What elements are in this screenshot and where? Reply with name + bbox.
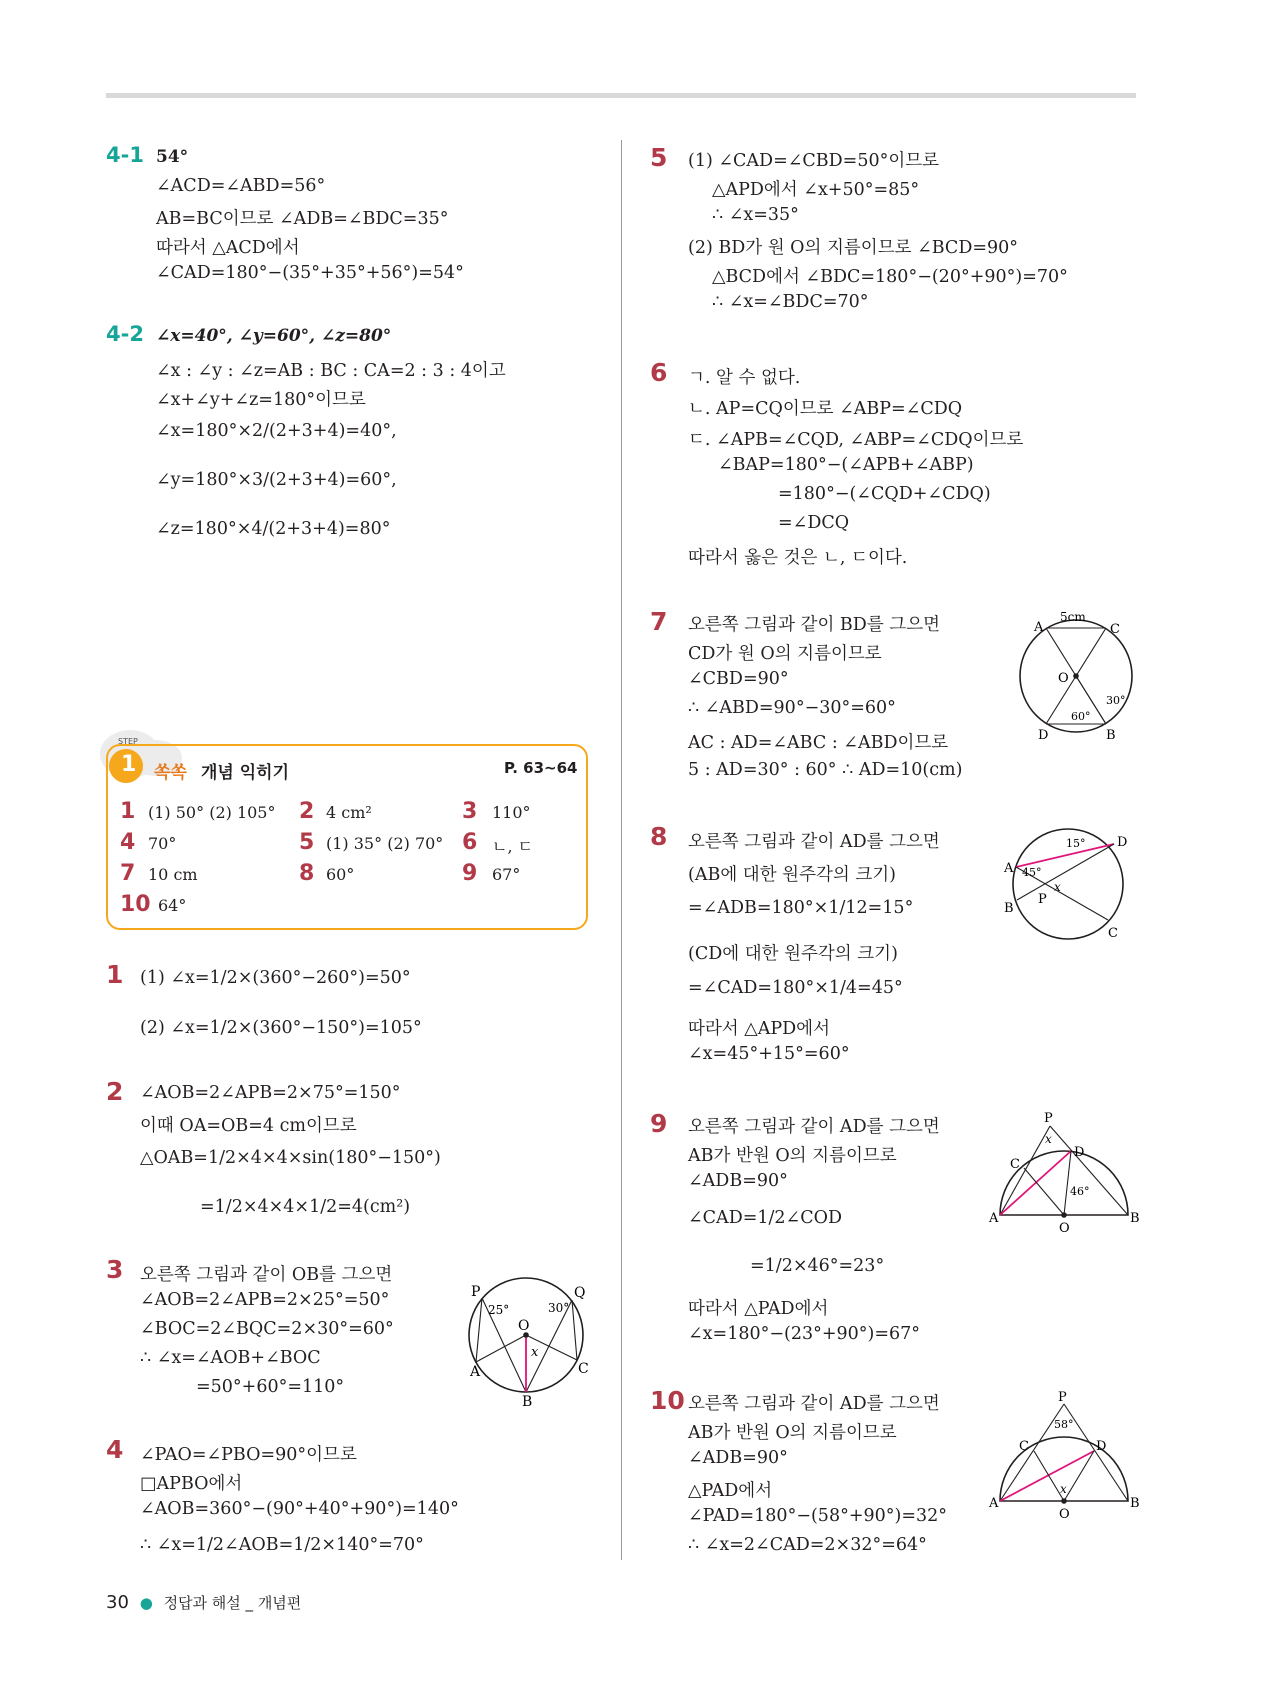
- label-D: D: [1074, 1145, 1085, 1160]
- figure-9-semicircle: [990, 1110, 1140, 1235]
- line: ∠CBD=90°: [688, 669, 789, 689]
- grid-number: 5: [299, 830, 315, 855]
- line: AB=BC이므로 ∠ADB=∠BDC=35°: [156, 209, 449, 229]
- step-pages: P. 63~64: [504, 759, 578, 777]
- problem-number: 7: [650, 607, 668, 636]
- label-O: O: [1059, 1221, 1070, 1236]
- label-C: C: [578, 1361, 589, 1377]
- line: =∠DCQ: [778, 513, 850, 533]
- line: ∠CAD=180°−(35°+35°+56°)=54°: [156, 263, 464, 283]
- line: ∠x=180°−(23°+90°)=67°: [688, 1324, 921, 1344]
- line: ∠y=180°×3/(2+3+4)=60°,: [156, 470, 397, 490]
- line: =50°+60°=110°: [196, 1377, 345, 1397]
- grid-number: 3: [462, 799, 478, 824]
- label-A: A: [1004, 861, 1014, 876]
- angle-15: 15°: [1066, 837, 1086, 850]
- line: ㄱ. 알 수 없다.: [688, 368, 801, 388]
- line: 따라서 △APD에서: [688, 1019, 830, 1039]
- line: ∴ ∠x=∠AOB+∠BOC: [140, 1348, 321, 1368]
- top-rule: [106, 93, 1136, 98]
- step-label: STEP: [118, 737, 138, 746]
- problem-number: 8: [650, 822, 668, 851]
- grid-number: 4: [120, 830, 136, 855]
- label-A: A: [989, 1496, 999, 1511]
- label-B: B: [1130, 1496, 1140, 1511]
- line: ∠ADB=90°: [688, 1171, 788, 1191]
- label-A: A: [989, 1211, 999, 1226]
- label-A: A: [1034, 620, 1044, 635]
- line: ∴ ∠x=∠BDC=70°: [712, 292, 869, 312]
- problem-number: 4-2: [106, 322, 144, 346]
- line: ∠AOB=360°−(90°+40°+90°)=140°: [140, 1499, 459, 1519]
- label-O: O: [1059, 1507, 1070, 1522]
- grid-number: 6: [462, 830, 478, 855]
- line: AB가 반원 O의 지름이므로: [688, 1423, 897, 1443]
- line: ∠ADB=90°: [688, 1448, 788, 1468]
- line: ∠x=45°+15°=60°: [688, 1044, 850, 1064]
- line: (CD에 대한 원주각의 크기): [688, 944, 898, 964]
- problem-number: 6: [650, 358, 668, 387]
- line: ∴ ∠x=2∠CAD=2×32°=64°: [688, 1535, 927, 1555]
- line: 따라서 △ACD에서: [156, 238, 300, 258]
- label-P: P: [1044, 1111, 1053, 1126]
- label-P: P: [1038, 892, 1047, 907]
- problem-number: 3: [106, 1255, 124, 1284]
- grid-number: 10: [120, 892, 151, 917]
- label-D: D: [1117, 835, 1128, 850]
- line: ∠CAD=1/2∠COD: [688, 1208, 842, 1228]
- label-D: D: [1096, 1439, 1107, 1454]
- line: =∠CAD=180°×1/4=45°: [688, 978, 903, 998]
- problem-number: 4: [106, 1435, 124, 1464]
- line: △PAD에서: [688, 1481, 773, 1501]
- label-B: B: [522, 1394, 533, 1410]
- line: ∴ ∠x=35°: [712, 205, 799, 225]
- answer: 54°: [156, 147, 189, 167]
- label-x: x: [1045, 1132, 1052, 1146]
- line: 따라서 △PAD에서: [688, 1299, 829, 1319]
- line: △APD에서 ∠x+50°=85°: [712, 180, 920, 200]
- label-C: C: [1010, 1157, 1020, 1172]
- label-x: x: [531, 1345, 539, 1360]
- line: =1/2×46°=23°: [750, 1256, 885, 1276]
- line: (1) ∠x=1/2×(360°−260°)=50°: [140, 968, 411, 988]
- grid-number: 7: [120, 861, 136, 886]
- label-C: C: [1110, 622, 1120, 637]
- line: AB가 반원 O의 지름이므로: [688, 1146, 897, 1166]
- line: ∠x+∠y+∠z=180°이므로: [156, 390, 366, 410]
- label-B: B: [1106, 728, 1116, 743]
- line: (1) ∠CAD=∠CBD=50°이므로: [688, 151, 940, 171]
- grid-value: (1) 50° (2) 105°: [148, 803, 276, 822]
- grid-number: 2: [299, 799, 315, 824]
- footer-title: 정답과 해설 _ 개념편: [163, 1594, 302, 1612]
- label-C: C: [1108, 926, 1118, 941]
- label-B: B: [1130, 1211, 1140, 1226]
- figure-3-circle: [460, 1270, 600, 1410]
- step-number: 1: [121, 752, 137, 777]
- figure-7-circle: [1010, 606, 1145, 746]
- figure-8-circle: [1000, 822, 1145, 952]
- grid-number: 8: [299, 861, 315, 886]
- grid-value: 110°: [492, 803, 531, 822]
- answer: ∠x=40°, ∠y=60°, ∠z=80°: [156, 326, 392, 346]
- line: (2) BD가 원 O의 지름이므로 ∠BCD=90°: [688, 238, 1019, 258]
- line: CD가 원 O의 지름이므로: [688, 644, 882, 664]
- label-P: P: [1058, 1390, 1067, 1405]
- problem-number: 5: [650, 143, 668, 172]
- grid-value: 64°: [158, 896, 187, 915]
- line: □APBO에서: [140, 1474, 243, 1494]
- label-Q: Q: [574, 1285, 586, 1301]
- line: 5 : AD=30° : 60° ∴ AD=10(cm): [688, 760, 963, 780]
- grid-value: 60°: [326, 865, 355, 884]
- line: ∠BAP=180°−(∠APB+∠ABP): [718, 455, 974, 475]
- length-5cm: 5cm: [1060, 610, 1086, 624]
- line: ∠ACD=∠ABD=56°: [156, 176, 326, 196]
- line: =180°−(∠CQD+∠CDQ): [778, 484, 991, 504]
- grid-value: 67°: [492, 865, 521, 884]
- line: ∠BOC=2∠BQC=2×30°=60°: [140, 1319, 394, 1339]
- step-title-highlight: 쏙쏙: [154, 763, 187, 783]
- problem-number: 4-1: [106, 143, 144, 167]
- step-title: 개념 익히기: [201, 763, 290, 783]
- line: ∠PAD=180°−(58°+90°)=32°: [688, 1506, 948, 1526]
- angle-60: 60°: [1071, 710, 1091, 723]
- problem-number: 10: [650, 1386, 685, 1415]
- line: =∠ADB=180°×1/12=15°: [688, 898, 914, 918]
- angle-46: 46°: [1070, 1185, 1090, 1198]
- bullet-icon: ●: [139, 1594, 153, 1612]
- line: ∴ ∠x=1/2∠AOB=1/2×140°=70°: [140, 1535, 424, 1555]
- page-footer: [106, 1592, 301, 1613]
- line: 오른쪽 그림과 같이 AD를 그으면: [688, 832, 940, 852]
- label-x: x: [1054, 880, 1061, 894]
- label-O: O: [518, 1318, 530, 1334]
- grid-value: 70°: [148, 834, 177, 853]
- angle-45: 45°: [1022, 866, 1042, 879]
- line: 이때 OA=OB=4 cm이므로: [140, 1116, 357, 1136]
- label-D: D: [1038, 728, 1049, 743]
- angle-30: 30°: [1106, 694, 1126, 707]
- grid-number: 1: [120, 799, 136, 824]
- label-C: C: [1019, 1439, 1029, 1454]
- grid-value: 4 cm²: [326, 803, 372, 822]
- line: =1/2×4×4×1/2=4(cm²): [200, 1197, 411, 1217]
- line: 오른쪽 그림과 같이 BD를 그으면: [688, 615, 941, 635]
- figure-10-semicircle: [990, 1390, 1140, 1520]
- grid-value: (1) 35° (2) 70°: [326, 834, 444, 853]
- line: 오른쪽 그림과 같이 OB를 그으면: [140, 1265, 393, 1285]
- line: ∠AOB=2∠APB=2×75°=150°: [140, 1083, 401, 1103]
- angle-25: 25°: [488, 1303, 510, 1317]
- line: 따라서 옳은 것은 ㄴ, ㄷ이다.: [688, 548, 908, 568]
- line: 오른쪽 그림과 같이 AD를 그으면: [688, 1394, 940, 1414]
- line: ∠x=180°×2/(2+3+4)=40°,: [156, 421, 397, 441]
- line: ∠x : ∠y : ∠z=AB : BC : CA=2 : 3 : 4이고: [156, 361, 506, 381]
- line: ∠AOB=2∠APB=2×25°=50°: [140, 1290, 390, 1310]
- label-O: O: [1058, 671, 1069, 686]
- page-number: 30: [106, 1592, 129, 1613]
- line: ∠z=180°×4/(2+3+4)=80°: [156, 519, 391, 539]
- line: ㄷ. ∠APB=∠CQD, ∠ABP=∠CDQ이므로: [688, 430, 1024, 450]
- line: (2) ∠x=1/2×(360°−150°)=105°: [140, 1018, 422, 1038]
- angle-58: 58°: [1054, 1418, 1074, 1431]
- line: △OAB=1/2×4×4×sin(180°−150°): [140, 1148, 441, 1168]
- grid-value: ㄴ, ㄷ: [492, 837, 534, 856]
- line: △BCD에서 ∠BDC=180°−(20°+90°)=70°: [712, 267, 1068, 287]
- line: AC : AD=∠ABC : ∠ABD이므로: [688, 733, 949, 753]
- grid-value: 10 cm: [148, 865, 198, 884]
- line: ∴ ∠ABD=90°−30°=60°: [688, 698, 896, 718]
- grid-number: 9: [462, 861, 478, 886]
- column-divider: [621, 140, 622, 1560]
- label-x: x: [1060, 1482, 1067, 1496]
- label-P: P: [471, 1284, 481, 1300]
- label-A: A: [470, 1364, 481, 1380]
- problem-number: 2: [106, 1077, 124, 1106]
- line: ∠PAO=∠PBO=90°이므로: [140, 1445, 357, 1465]
- problem-number: 1: [106, 960, 124, 989]
- problem-number: 9: [650, 1109, 668, 1138]
- label-B: B: [1004, 901, 1014, 916]
- angle-30: 30°: [548, 1301, 570, 1315]
- line: (AB에 대한 원주각의 크기): [688, 865, 896, 885]
- line: ㄴ. AP=CQ이므로 ∠ABP=∠CDQ: [688, 399, 963, 419]
- line: 오른쪽 그림과 같이 AD를 그으면: [688, 1117, 940, 1137]
